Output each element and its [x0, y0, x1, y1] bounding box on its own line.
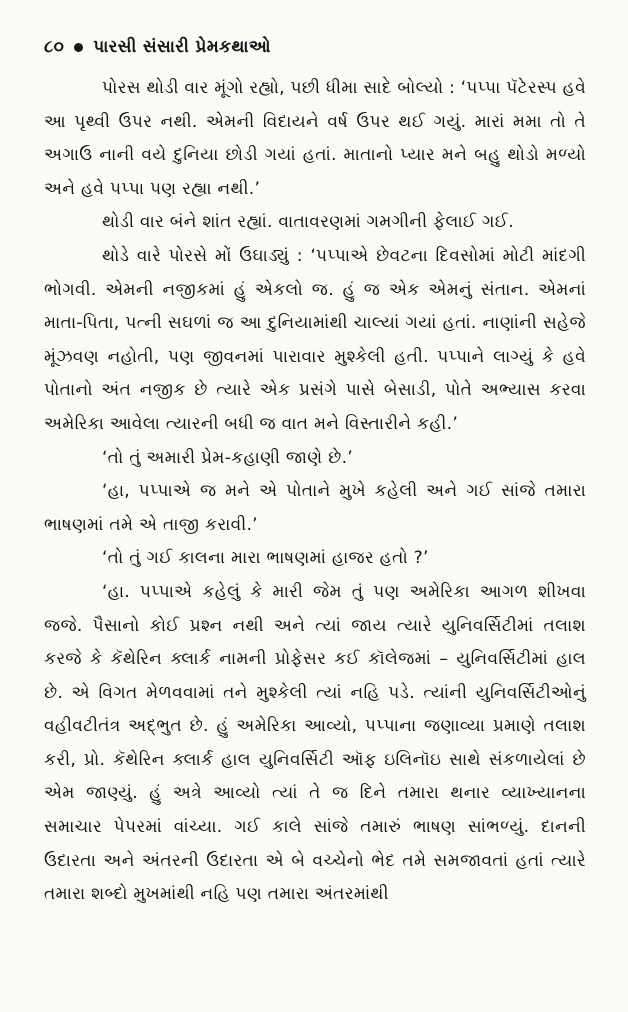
- paragraph: ‘હા, પપ્પાએ જ મને એ પોતાને મુખે કહેલી અને ગઈ સાંજે તમારા ભાષણમાં તમે એ તાજી કરાવી.’: [44, 481, 586, 535]
- page-number: ૮૦: [44, 37, 65, 57]
- paragraph: ‘તો તું અમારી પ્રેમ-કહાણી જાણે છે.’: [102, 447, 353, 468]
- bullet-icon: [74, 43, 83, 52]
- paragraph: પોરસ થોડી વાર મૂંગો રહ્યો, પછી ધીમા સાદે બોલ્યો : ‘પપ્પા પૅટેરસ્પ હવે આ પૃથ્વી ઉપર નથી. એમની વિદાયને વર્ષ ઉપર થઈ ગયું. મારાં મમા તો તે અગાઉ નાની વયે દુનિયા છોડી ગયાં હતાં. માતાનો પ્યાર મને બહુ થોડો મળ્યો અને હવે પપ્પા પણ રહ્યા નથી.’: [44, 78, 586, 199]
- paragraph: થોડે વારે પોરસે મોં ઉઘાડ્યું : ‘પપ્પાએ છેવટના દિવસોમાં મોટી માંદગી ભોગવી. એમની નજીકમાં હું એકલો જ. હું જ એક એમનું સંતાન. એમનાં માતા-પિતા, પત્ની સઘળાં જ આ દુનિયામાંથી ચાલ્યાં ગયાં હતાં. નાણાંની સહેજે મૂંઝવણ નહોતી, પણ જીવનમાં પારાવાર મુશ્કેલી હતી. પપ્પાને લાગ્યું કે હવે પોતાનો અંત નજીક છે ત્યારે એક પ્રસંગે પાસે બેસાડી, પોતે અભ્યાસ કરવા અમેરિકા આવેલા ત્યારની બધી જ વાત મને વિસ્તારીને કહી.’: [44, 245, 586, 434]
- running-header: [44, 36, 586, 58]
- paragraph: ‘તો તું ગઈ કાલના મારા ભાષણમાં હાજર હતો ?’: [102, 548, 429, 569]
- paragraph: ‘હા. પપ્પાએ કહેલું કે મારી જેમ તું પણ અમેરિકા આગળ શીખવા જજે. પૈસાનો કોઈ પ્રશ્ન નથી અને ત્યાં જાય ત્યારે યુનિવર્સિટીમાં તલાશ કરજે કે કૅથેરિન ક્લાર્ક નામની પ્રોફેસર કઈ કૉલેજમાં – યુનિવર્સિટીમાં હાલ છે. એ વિગત મેળવવામાં તને મુશ્કેલી ત્યાં નહિ પડે. ત્યાંની યુનિવર્સિટીઓનું વહીવટીતંત્ર અદ્ભુત છે. હું અમેરિકા આવ્યો, પપ્પાના જણાવ્યા પ્રમાણે તલાશ કરી, પ્રો. કૅથેરિન ક્લાર્ક હાલ યુનિવર્સિટી ઑફ ઇલિનૉઇ સાથે સંકળાયેલાં છે એમ જાણ્યું. હું અત્રે આવ્યો ત્યાં તે જ દિને તમારા થનાર વ્યાખ્યાનના સમાચાર પેપરમાં વાંચ્યા. ગઈ કાલે સાંજે તમારું ભાષણ સાંભળ્યું. દાનની ઉદારતા અને અંતરની ઉદારતા એ બે વચ્ચેનો ભેદ તમે સમજાવતાં હતાં ત્યારે તમારા શબ્દો મુખમાંથી નહિ પણ તમારા અંતરમાંથી: [44, 581, 586, 905]
- body-text: [44, 72, 586, 912]
- paragraph: થોડી વાર બંને શાંત રહ્યાં. વાતાવરણમાં ગમગીની ફેલાઈ ગઈ.: [102, 212, 514, 233]
- book-title: પારસી સંસારી પ્રેમકથાઓ: [93, 37, 271, 57]
